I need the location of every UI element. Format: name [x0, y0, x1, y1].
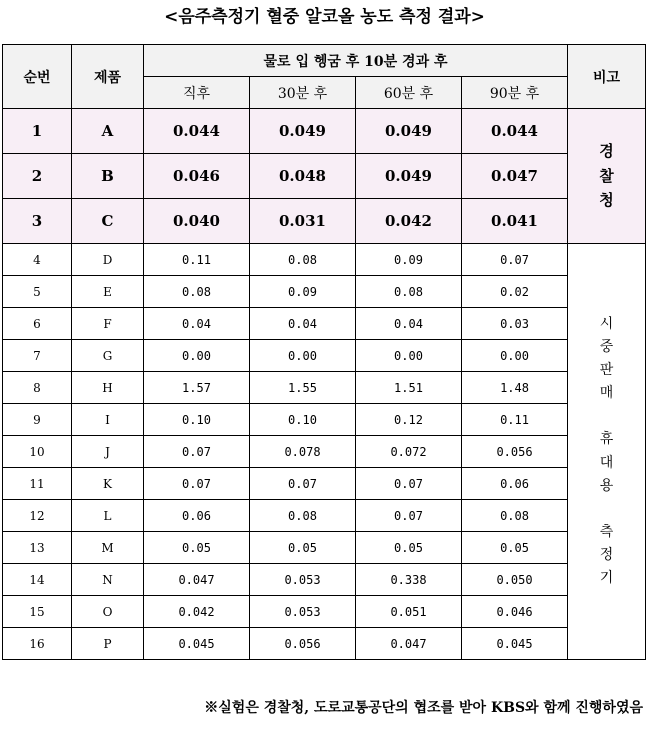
row-number: 6: [3, 308, 72, 340]
measurement-cell: 0.12: [356, 404, 462, 436]
table-row: [3, 154, 646, 199]
table-row: [3, 596, 646, 628]
measurement-cell: 0.042: [144, 596, 250, 628]
product-name: D: [72, 244, 144, 276]
measurement-cell: 0.049: [250, 109, 356, 154]
remark-police: 경 찰 청: [568, 109, 646, 244]
header-time: 직후: [144, 77, 250, 109]
measurement-cell: 0.06: [462, 468, 568, 500]
measurement-cell: 0.07: [144, 468, 250, 500]
row-number: 4: [3, 244, 72, 276]
product-name: I: [72, 404, 144, 436]
measurement-cell: 0.11: [144, 244, 250, 276]
table-row: [3, 468, 646, 500]
measurement-cell: 0.056: [462, 436, 568, 468]
results-table: [2, 44, 646, 660]
product-name: J: [72, 436, 144, 468]
measurement-cell: 0.09: [250, 276, 356, 308]
measurement-cell: 0.051: [356, 596, 462, 628]
measurement-cell: 0.08: [462, 500, 568, 532]
table-row: [3, 532, 646, 564]
row-number: 8: [3, 372, 72, 404]
measurement-cell: 0.046: [462, 596, 568, 628]
table-row: [3, 436, 646, 468]
measurement-cell: 0.08: [144, 276, 250, 308]
table-row: [3, 628, 646, 660]
measurement-cell: 0.044: [144, 109, 250, 154]
measurement-cell: 0.044: [462, 109, 568, 154]
product-name: K: [72, 468, 144, 500]
product-name: F: [72, 308, 144, 340]
measurement-cell: 1.51: [356, 372, 462, 404]
table-row: [3, 276, 646, 308]
header-no: 순번: [3, 45, 72, 109]
measurement-cell: 0.049: [356, 154, 462, 199]
remark-commercial: 시 중 판 매 휴 대 용 측 정 기: [568, 244, 646, 660]
measurement-cell: 0.049: [356, 109, 462, 154]
row-number: 15: [3, 596, 72, 628]
table-row: [3, 308, 646, 340]
table-row: [3, 340, 646, 372]
measurement-cell: 0.078: [250, 436, 356, 468]
measurement-cell: 0.047: [462, 154, 568, 199]
measurement-cell: 0.00: [144, 340, 250, 372]
row-number: 1: [3, 109, 72, 154]
header-time: 30분 후: [250, 77, 356, 109]
measurement-cell: 0.10: [250, 404, 356, 436]
table-row: [3, 244, 646, 276]
measurement-cell: 0.042: [356, 199, 462, 244]
measurement-cell: 0.08: [250, 244, 356, 276]
product-name: L: [72, 500, 144, 532]
measurement-cell: 0.00: [250, 340, 356, 372]
measurement-cell: 0.10: [144, 404, 250, 436]
measurement-cell: 0.04: [356, 308, 462, 340]
document-title: <음주측정기 혈중 알코올 농도 측정 결과>: [164, 7, 485, 27]
measurement-cell: 1.57: [144, 372, 250, 404]
table-row: [3, 404, 646, 436]
measurement-cell: 0.05: [250, 532, 356, 564]
measurement-cell: 0.07: [356, 468, 462, 500]
row-number: 10: [3, 436, 72, 468]
row-number: 5: [3, 276, 72, 308]
product-name: O: [72, 596, 144, 628]
measurement-cell: 1.55: [250, 372, 356, 404]
measurement-cell: 0.05: [462, 532, 568, 564]
measurement-cell: 0.04: [250, 308, 356, 340]
measurement-cell: 0.02: [462, 276, 568, 308]
product-name: E: [72, 276, 144, 308]
row-number: 11: [3, 468, 72, 500]
row-number: 14: [3, 564, 72, 596]
header-group: 물로 입 헹굼 후 10분 경과 후: [144, 45, 568, 77]
product-name: B: [72, 154, 144, 199]
header-time: 60분 후: [356, 77, 462, 109]
measurement-cell: 0.338: [356, 564, 462, 596]
measurement-cell: 0.045: [144, 628, 250, 660]
measurement-cell: 1.48: [462, 372, 568, 404]
measurement-cell: 0.09: [356, 244, 462, 276]
table-row: [3, 109, 646, 154]
measurement-cell: 0.11: [462, 404, 568, 436]
table-row: [3, 500, 646, 532]
measurement-cell: 0.04: [144, 308, 250, 340]
header-remark: 비고: [568, 45, 646, 109]
measurement-cell: 0.03: [462, 308, 568, 340]
measurement-cell: 0.00: [356, 340, 462, 372]
product-name: N: [72, 564, 144, 596]
measurement-cell: 0.053: [250, 564, 356, 596]
row-number: 2: [3, 154, 72, 199]
measurement-cell: 0.048: [250, 154, 356, 199]
measurement-cell: 0.05: [144, 532, 250, 564]
measurement-cell: 0.047: [144, 564, 250, 596]
row-number: 12: [3, 500, 72, 532]
table-row: [3, 372, 646, 404]
product-name: H: [72, 372, 144, 404]
measurement-cell: 0.07: [462, 244, 568, 276]
measurement-cell: 0.040: [144, 199, 250, 244]
table-row: [3, 199, 646, 244]
measurement-cell: 0.041: [462, 199, 568, 244]
footnote: ※실험은 경찰청, 도로교통공단의 협조를 받아 KBS와 함께 진행하였음: [204, 700, 643, 716]
measurement-cell: 0.08: [356, 276, 462, 308]
measurement-cell: 0.07: [250, 468, 356, 500]
measurement-cell: 0.07: [144, 436, 250, 468]
product-name: P: [72, 628, 144, 660]
measurement-cell: 0.00: [462, 340, 568, 372]
measurement-cell: 0.07: [356, 500, 462, 532]
measurement-cell: 0.072: [356, 436, 462, 468]
row-number: 3: [3, 199, 72, 244]
product-name: C: [72, 199, 144, 244]
header-product: 제품: [72, 45, 144, 109]
measurement-cell: 0.05: [356, 532, 462, 564]
measurement-cell: 0.06: [144, 500, 250, 532]
measurement-cell: 0.047: [356, 628, 462, 660]
measurement-cell: 0.045: [462, 628, 568, 660]
measurement-cell: 0.050: [462, 564, 568, 596]
measurement-cell: 0.046: [144, 154, 250, 199]
product-name: M: [72, 532, 144, 564]
row-number: 7: [3, 340, 72, 372]
row-number: 13: [3, 532, 72, 564]
product-name: A: [72, 109, 144, 154]
header-row: [3, 45, 646, 77]
measurement-cell: 0.08: [250, 500, 356, 532]
header-time: 90분 후: [462, 77, 568, 109]
row-number: 9: [3, 404, 72, 436]
measurement-cell: 0.053: [250, 596, 356, 628]
product-name: G: [72, 340, 144, 372]
measurement-cell: 0.031: [250, 199, 356, 244]
measurement-cell: 0.056: [250, 628, 356, 660]
table-row: [3, 564, 646, 596]
row-number: 16: [3, 628, 72, 660]
